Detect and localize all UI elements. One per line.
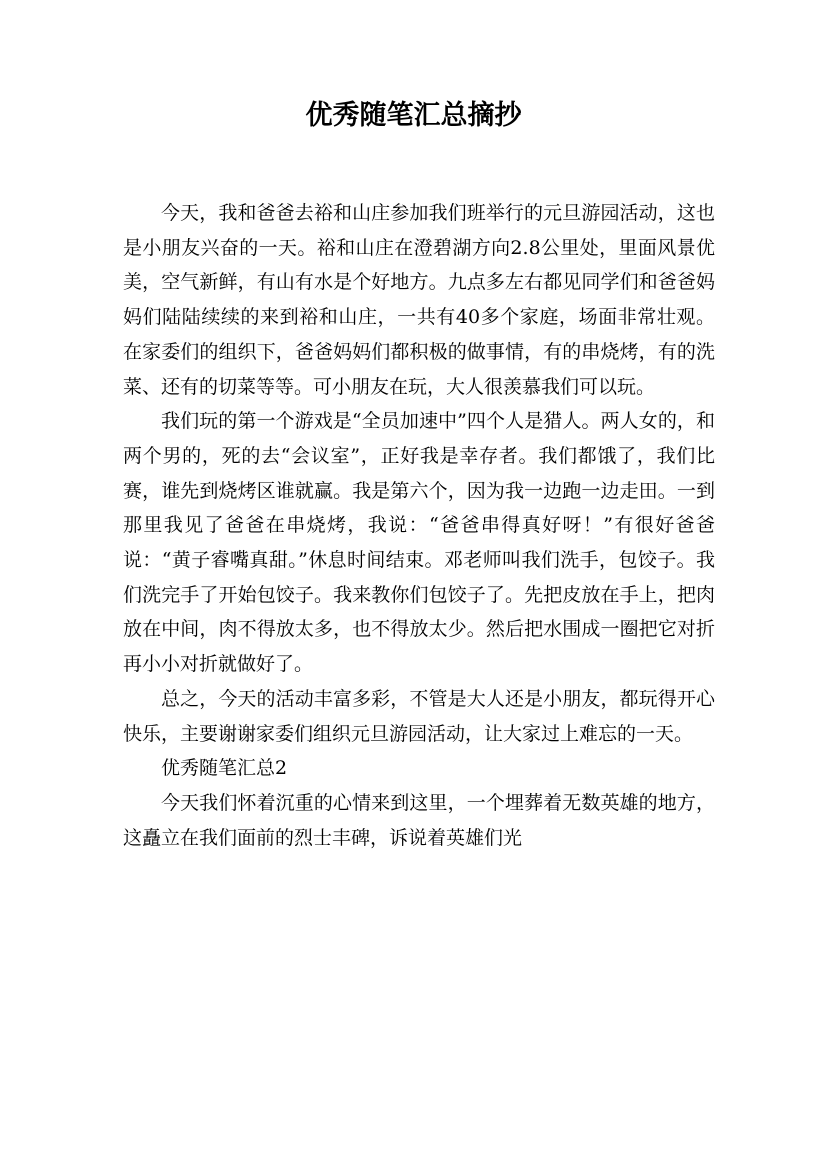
document-title: 优秀随笔汇总摘抄 [305, 100, 522, 131]
paragraph: 今天我们怀着沉重的心情来到这里，一个埋葬着无数英雄的地方，这矗立在我们面前的烈士丰碑，诉说着英雄们光 [123, 791, 715, 849]
paragraph: 总之，今天的活动丰富多彩，不管是大人还是小朋友，都玩得开心快乐，主要谢谢家委们组织元旦游园活动，让大家过上难忘的一天。 [123, 687, 715, 745]
document-body [123, 196, 715, 855]
paragraph: 今天，我和爸爸去裕和山庄参加我们班举行的元旦游园活动，这也是小朋友兴奋的一天。裕和山庄在澄碧湖方向2.8公里处，里面风景优美，空气新鲜，有山有水是个好地方。九点多左右都见同学们和爸爸妈妈们陆陆续续的来到裕和山庄，一共有40多个家庭，场面非常壮观。在家委们的组织下，爸爸妈妈们都积极的做事情，有的串烧烤，有的洗菜、还有的切菜等等。可小朋友在玩，大人很羡慕我们可以玩。 [123, 202, 715, 398]
paragraph: 我们玩的第一个游戏是“全员加速中”四个人是猎人。两人女的，和两个男的，死的去“会议室”，正好我是幸存者。我们都饿了，我们比赛，谁先到烧烤区谁就赢。我是第六个，因为我一边跑一边走田。一到那里我见了爸爸在串烧烤，我说：“爸爸串得真好呀！”有很好爸爸说：“黄子睿嘴真甜。”休息时间结束。邓老师叫我们洗手，包饺子。我们洗完手了开始包饺子。我来教你们包饺子了。先把皮放在手上，把肉放在中间，肉不得放太多，也不得放太少。然后把水围成一圈把它对折再小小对折就做好了。 [123, 410, 715, 676]
section-heading: 优秀随笔汇总2 [161, 757, 288, 780]
